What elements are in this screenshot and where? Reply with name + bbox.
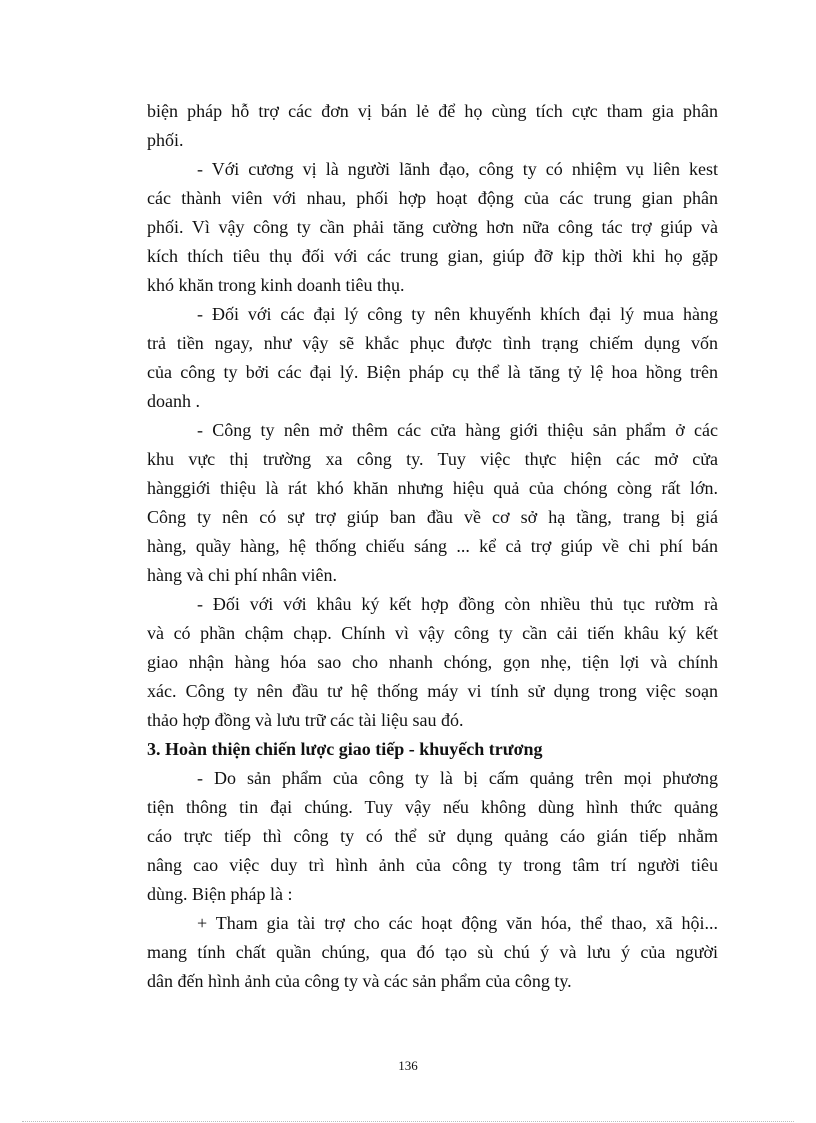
text-line: - Đối với với khâu ký kết hợp đồng còn nhiều thủ tục rườm rà bbox=[197, 594, 718, 614]
text-line: doanh . bbox=[147, 391, 200, 411]
text-line: - Đối với các đại lý công ty nên khuyếnh khích đại lý mua hàng bbox=[197, 304, 718, 324]
text-line: mang tính chất quần chúng, qua đó tạo sù chú ý và lưu ý của người bbox=[147, 942, 718, 962]
text-line: hàng và chi phí nhân viên. bbox=[147, 565, 337, 585]
text-line: dân đến hình ảnh của công ty và các sản phẩm của công ty. bbox=[147, 971, 572, 991]
text-line: hànggiới thiệu là rát khó khăn nhưng hiệu quả của chóng còng rất lớn. bbox=[147, 478, 718, 498]
page-body bbox=[147, 97, 718, 996]
text-line: cáo trực tiếp thì công ty có thể sử dụng quảng cáo gián tiếp nhằm bbox=[147, 826, 718, 846]
text-line: - Với cương vị là người lãnh đạo, công ty có nhiệm vụ liên kest bbox=[197, 159, 718, 179]
footer-divider bbox=[22, 1121, 794, 1122]
text-line: giao nhận hàng hóa sao cho nhanh chóng, gọn nhẹ, tiện lợi và chính bbox=[147, 652, 718, 672]
text-line: biện pháp hỗ trợ các đơn vị bán lẻ để họ cùng tích cực tham gia phân bbox=[147, 101, 718, 121]
text-line: + Tham gia tài trợ cho các hoạt động văn hóa, thể thao, xã hội... bbox=[197, 913, 718, 933]
text-line: phối. Vì vậy công ty cần phải tăng cường hơn nữa công tác trợ giúp và bbox=[147, 217, 718, 237]
text-line: nâng cao việc duy trì hình ảnh của công ty trong tâm trí người tiêu bbox=[147, 855, 718, 875]
text-line: của công ty bởi các đại lý. Biện pháp cụ thể là tăng tỷ lệ hoa hồng trên bbox=[147, 362, 718, 382]
text-line: thảo hợp đồng và lưu trữ các tài liệu sau đó. bbox=[147, 710, 464, 730]
text-line: - Do sản phẩm của công ty là bị cấm quảng trên mọi phương bbox=[197, 768, 718, 788]
text-line: khu vực thị trường xa công ty. Tuy việc thực hiện các mở cửa bbox=[147, 449, 718, 469]
text-line: tiện thông tin đại chúng. Tuy vậy nếu không dùng hình thức quảng bbox=[147, 797, 718, 817]
section-heading: 3. Hoàn thiện chiến lược giao tiếp - khuyếch trương bbox=[147, 739, 543, 759]
text-line: Công ty nên có sự trợ giúp ban đầu về cơ sở hạ tầng, trang bị giá bbox=[147, 507, 718, 527]
text-line: phối. bbox=[147, 130, 184, 150]
text-line: trả tiền ngay, như vậy sẽ khắc phục được tình trạng chiếm dụng vốn bbox=[147, 333, 718, 353]
text-line: - Công ty nên mở thêm các cửa hàng giới thiệu sản phẩm ở các bbox=[197, 420, 718, 440]
text-line: các thành viên với nhau, phối hợp hoạt động của các trung gian phân bbox=[147, 188, 718, 208]
text-line: và có phần chậm chạp. Chính vì vậy công ty cần cải tiến khâu ký kết bbox=[147, 623, 718, 643]
text-line: khó khăn trong kinh doanh tiêu thụ. bbox=[147, 275, 405, 295]
text-line: hàng, quầy hàng, hệ thống chiếu sáng ... kể cả trợ giúp về chi phí bán bbox=[147, 536, 718, 556]
text-line: kích thích tiêu thụ đối với các trung gian, giúp đỡ kịp thời khi họ gặp bbox=[147, 246, 718, 266]
page-number: 136 bbox=[398, 1058, 418, 1073]
text-line: xác. Công ty nên đầu tư hệ thống máy vi tính sử dụng trong việc soạn bbox=[147, 681, 718, 701]
text-line: dùng. Biện pháp là : bbox=[147, 884, 293, 904]
